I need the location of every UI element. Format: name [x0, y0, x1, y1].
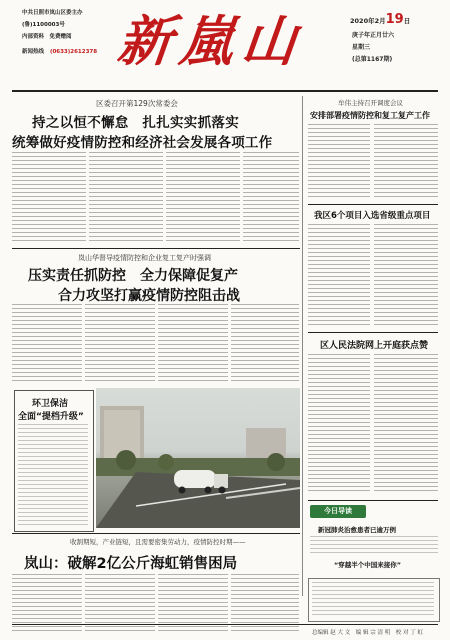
- footer-editor-line: 总编辑 赵 大 文 编 辑 宗 清 明 校 对 丁 虹: [312, 630, 423, 636]
- second-rule: [12, 248, 300, 249]
- masthead-date: [350, 8, 410, 27]
- info-box-text: [312, 582, 434, 618]
- bottom-headline: 岚山：破解2亿公斤海虹销售困局: [24, 556, 238, 572]
- lead-headline-1: 持之以恒不懈怠 扎扎实实抓落实: [32, 115, 239, 131]
- logo-text: 新嵐山: [114, 9, 308, 73]
- commentary-title-1: 环卫保洁: [32, 399, 69, 409]
- bottom-body-col-3: [158, 574, 228, 634]
- second-headline-2: 合力攻坚打赢疫情防控阻击战: [58, 288, 240, 304]
- promo-rule: [308, 500, 438, 501]
- photo-illustration: [96, 388, 300, 528]
- right-body-2a: [308, 224, 370, 328]
- right-body-1a: [308, 124, 370, 200]
- promo-body: [310, 536, 438, 556]
- lead-headline-2: 统筹做好疫情防控和经济社会发展各项工作: [12, 135, 273, 151]
- second-body-col-3: [158, 304, 228, 384]
- promo-item-2[interactable]: [334, 560, 401, 569]
- masthead-rule: [12, 90, 438, 92]
- right-headline-2: 我区6个项目入选省级重点项目: [314, 211, 431, 221]
- right-body-1b: [374, 124, 438, 200]
- footer-rule: [12, 624, 438, 625]
- second-body-col-1: [12, 304, 82, 384]
- hotline-number: (0633)2612378: [49, 49, 98, 55]
- masthead-issue: (总第1167期): [352, 56, 393, 63]
- bottom-body-col-1: [12, 574, 82, 634]
- right-rule-2: [308, 332, 438, 333]
- masthead-sponsor: 中共日照市岚山区委主办: [22, 10, 83, 16]
- news-photo: [96, 388, 300, 528]
- promo-badge-label: 今日导读: [324, 507, 352, 515]
- promo-badge: [310, 505, 366, 518]
- second-headline-1: 压实责任抓防控 全力保障促复产: [28, 268, 238, 284]
- promo-item-2-text: “穿越半个中国来接你”: [334, 561, 402, 569]
- masthead-hotline: [22, 47, 97, 55]
- lead-body-col-4: [243, 152, 299, 244]
- lead-body-col-2: [89, 152, 163, 244]
- date-prefix: 2020年2月: [350, 17, 386, 25]
- masthead-weekday: 星期三: [352, 44, 371, 51]
- lead-body-col-1: [12, 152, 86, 244]
- bottom-body-col-4: [231, 574, 299, 634]
- right-headline-3: 区人民法院网上开庭获点赞: [320, 341, 429, 351]
- masthead-lunar: 庚子年正月廿六: [352, 32, 395, 39]
- right-rule-1: [308, 204, 438, 205]
- second-body-col-2: [85, 304, 155, 384]
- lead-kicker: 区委召开第129次常委会: [96, 99, 178, 108]
- column-divider: [302, 96, 303, 596]
- promo-item-1[interactable]: [318, 525, 396, 534]
- date-day: 19: [385, 12, 404, 27]
- right-body-3a: [308, 354, 370, 494]
- bottom-kicker: 收割期短，产业链短，且需要密集劳动力，疫情防控时期——: [70, 538, 246, 546]
- right-kicker-1: 牟伟主持召开调度会议: [338, 99, 403, 107]
- second-body-col-4: [231, 304, 299, 384]
- bottom-body-col-2: [85, 574, 155, 634]
- lead-body-col-3: [166, 152, 240, 244]
- hotline-label: 新闻热线: [22, 49, 45, 55]
- right-body-2b: [374, 224, 438, 328]
- right-body-3b: [374, 354, 438, 494]
- commentary-title-2: 全面“提档升级”: [18, 412, 84, 422]
- masthead-cn-number: (鲁)1100003号: [22, 22, 65, 28]
- newspaper-logo: [114, 6, 338, 76]
- masthead: [0, 0, 450, 92]
- promo-item-1-text: 新冠肺炎治愈患者已逾万例: [318, 526, 396, 534]
- date-suffix: 日: [403, 17, 411, 25]
- masthead-internal: 内部资料 免费赠阅: [22, 34, 72, 40]
- commentary-body: [18, 424, 88, 526]
- bottom-rule: [12, 533, 300, 534]
- second-kicker: 岚山华督导疫情防控和企业复工复产时强调: [78, 254, 211, 262]
- right-headline-1: 安排部署疫情防控和复工复产工作: [310, 111, 430, 120]
